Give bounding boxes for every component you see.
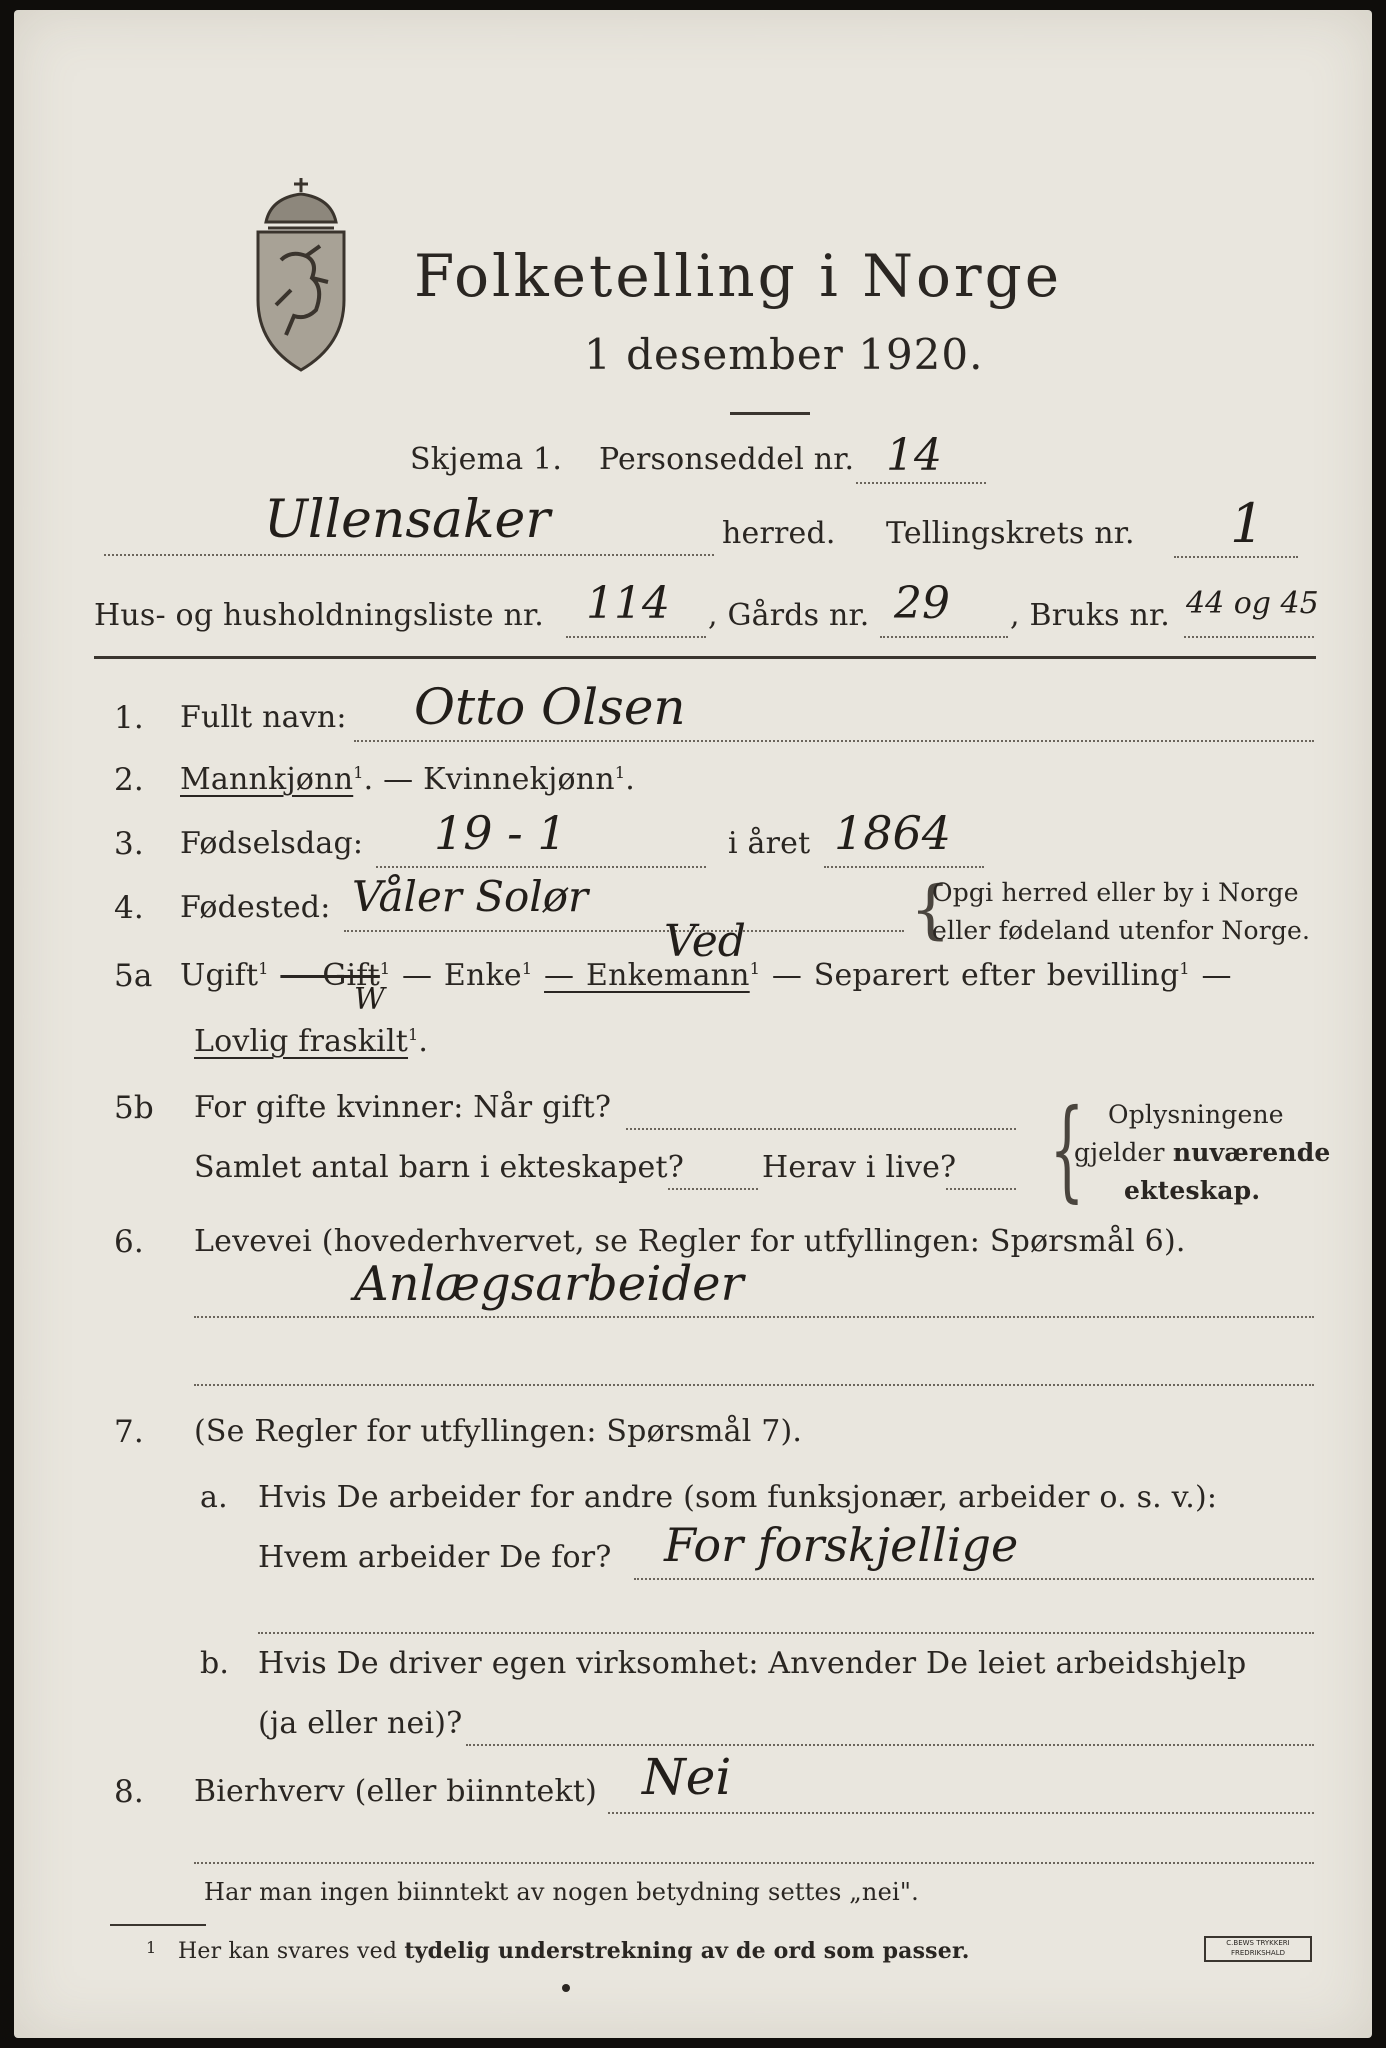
census-form-page — [14, 10, 1372, 2038]
q5b-label1: For gifte kvinner: Når gift? — [194, 1090, 612, 1125]
q7a-line2: Hvem arbeider De for? — [258, 1540, 612, 1575]
form-title: Folketelling i Norge — [414, 242, 1063, 310]
employer-value[interactable]: For forskjellige — [664, 1518, 1019, 1572]
tellingskrets-line — [1174, 556, 1298, 558]
option-enkemann[interactable]: — Enkemann — [544, 958, 750, 993]
footer-note: Har man ingen biinntekt av nogen betydning settes „nei". — [204, 1878, 919, 1906]
census-date: 1 desember 1920. — [584, 330, 984, 379]
q7b-line — [466, 1744, 1314, 1746]
q6-line2 — [194, 1384, 1314, 1386]
q5b-line2 — [668, 1188, 758, 1190]
q7a-letter: a. — [200, 1480, 228, 1515]
civil-status-annotation: Ved — [664, 916, 746, 967]
herred-value[interactable]: Ullensaker — [264, 490, 551, 550]
q3-year-label: i året — [728, 826, 811, 861]
gards-line — [880, 636, 1008, 638]
personseddel-label: Personseddel nr. — [599, 442, 855, 477]
q5a-line2: Lovlig fraskilt$^1$. — [194, 1024, 429, 1059]
q4-line — [344, 930, 904, 932]
q7-number: 7. — [114, 1414, 144, 1450]
birth-date-value[interactable]: 19 - 1 — [434, 806, 567, 860]
q1-label: Fullt navn: — [180, 700, 347, 735]
tellingskrets-label: Tellingskrets nr. — [886, 516, 1135, 551]
q7a-extra-line — [258, 1632, 1314, 1634]
q7b-letter: b. — [200, 1646, 230, 1681]
paper-dot — [562, 1984, 570, 1992]
birth-year-value[interactable]: 1864 — [834, 806, 952, 860]
q8-label: Bierhverv (eller biinntekt) — [194, 1774, 598, 1809]
option-ugift[interactable]: Ugift — [180, 958, 259, 993]
printer-stamp: C.BEWS TRYKKERI FREDRIKSHALD — [1204, 1936, 1312, 1962]
bruks-value[interactable]: 44 og 45 — [1186, 586, 1319, 621]
option-gift[interactable]: — Gift — [280, 958, 380, 993]
husholdningsliste-label: Hus- og husholdningsliste nr. — [94, 598, 545, 633]
q5b-line3 — [946, 1188, 1016, 1190]
q7a-line1: Hvis De arbeider for andre (som funksjonær, arbeider o. s. v.): — [258, 1480, 1218, 1515]
q1-line — [354, 740, 1314, 742]
q5b-brace: { — [1049, 1085, 1085, 1213]
q3-year-line — [824, 866, 984, 868]
q5a-number: 5a — [114, 958, 153, 994]
q5a-mark-2: 1 — [379, 959, 391, 978]
q5b-number: 5b — [114, 1090, 154, 1126]
civil-status-annotation-2: W — [354, 982, 385, 1017]
q8-number: 8. — [114, 1774, 144, 1810]
title-divider — [730, 412, 810, 415]
herred-label: herred. — [722, 516, 836, 551]
option-lovlig-fraskilt[interactable]: Lovlig fraskilt — [194, 1024, 409, 1059]
side-income-value[interactable]: Nei — [642, 1748, 732, 1806]
skjema-label: Skjema 1. — [410, 442, 563, 477]
footnote-number: 1 — [146, 1938, 157, 1957]
header-separator — [94, 656, 1316, 659]
personseddel-line — [856, 482, 986, 484]
q6-label: Levevei (hovederhvervet, se Regler for utfyllingen: Spørsmål 6). — [194, 1224, 1186, 1259]
bruks-label: , Bruks nr. — [1010, 598, 1170, 633]
q2-options — [180, 762, 635, 797]
footnote-text-b: tydelig understrekning av de ord som passer. — [404, 1938, 970, 1964]
occupation-value[interactable]: Anlægsarbeider — [354, 1256, 744, 1312]
q5b-note-line2 — [1074, 1138, 1331, 1167]
q8-line — [608, 1812, 1314, 1814]
q7b-line1: Hvis De driver egen virksomhet: Anvender De leiet arbeidshjelp — [258, 1646, 1247, 1681]
option-separert[interactable]: — Separert efter bevilling — [771, 958, 1180, 993]
option-male[interactable]: Mannkjønn — [180, 762, 354, 797]
q6-number: 6. — [114, 1224, 144, 1260]
q5a-mark-6: 1 — [408, 1025, 419, 1044]
q2-separator: . — — [363, 762, 414, 797]
birthplace-value[interactable]: Våler Solør — [352, 872, 589, 921]
q4-label: Fødested: — [180, 890, 331, 925]
q5b-note-line1: Oplysningene — [1108, 1100, 1284, 1129]
q5a-mark-3: 1 — [521, 959, 533, 978]
bruks-line — [1184, 636, 1314, 638]
q2-footnote-mark-2: 1 — [614, 763, 626, 782]
q6-line1 — [194, 1316, 1314, 1318]
q7-label: (Se Regler for utfyllingen: Spørsmål 7). — [194, 1414, 803, 1449]
footnote-text — [178, 1938, 970, 1964]
q5a-mark-4: 1 — [749, 959, 761, 978]
q4-note-line2: eller fødeland utenfor Norge. — [932, 916, 1311, 945]
q3-number: 3. — [114, 826, 144, 862]
q5b-label2: Samlet antal barn i ekteskapet? — [194, 1150, 685, 1185]
q8-line2 — [194, 1862, 1314, 1864]
q5a-mark-5: 1 — [1179, 959, 1190, 978]
q5b-note-nuvaerende: nuværende — [1172, 1138, 1331, 1167]
q2-number: 2. — [114, 762, 144, 798]
gards-label: , Gårds nr. — [708, 598, 870, 633]
q7b-line2: (ja eller nei)? — [258, 1706, 463, 1741]
footnote-text-a: Her kan svares ved — [178, 1939, 405, 1964]
q5b-note-line3: ekteskap. — [1124, 1176, 1261, 1205]
q5a-mark-1: 1 — [258, 959, 269, 978]
q2-footnote-mark: 1 — [353, 763, 364, 782]
husholdningsliste-value[interactable]: 114 — [586, 578, 670, 629]
q5b-line1 — [626, 1128, 1016, 1130]
herred-line — [104, 554, 714, 556]
q2-end: . — [625, 762, 635, 797]
option-enke[interactable]: — Enke — [402, 958, 522, 993]
footnote-divider — [110, 1924, 206, 1926]
q3-line — [376, 866, 706, 868]
q1-number: 1. — [114, 700, 144, 736]
q5a-trailing-dash: — — [1201, 958, 1232, 993]
q4-number: 4. — [114, 890, 144, 926]
husholdningsliste-line — [566, 636, 706, 638]
q4-note-line1: Opgi herred eller by i Norge — [932, 878, 1299, 907]
norwegian-coat-of-arms-icon — [246, 170, 356, 380]
q5b-label3: Herav i live? — [762, 1150, 957, 1185]
personseddel-value[interactable]: 14 — [886, 430, 942, 481]
q3-label: Fødselsdag: — [180, 826, 364, 861]
q7a-line — [634, 1578, 1314, 1580]
q4-brace: { — [910, 873, 951, 947]
q5b-note-gjelder: gjelder — [1074, 1138, 1173, 1167]
full-name-value[interactable]: Otto Olsen — [414, 678, 686, 736]
gards-value[interactable]: 29 — [894, 578, 950, 629]
q5a-options — [180, 958, 1232, 993]
tellingskrets-value[interactable]: 1 — [1230, 492, 1265, 555]
option-female[interactable]: Kvinnekjønn — [423, 762, 615, 797]
